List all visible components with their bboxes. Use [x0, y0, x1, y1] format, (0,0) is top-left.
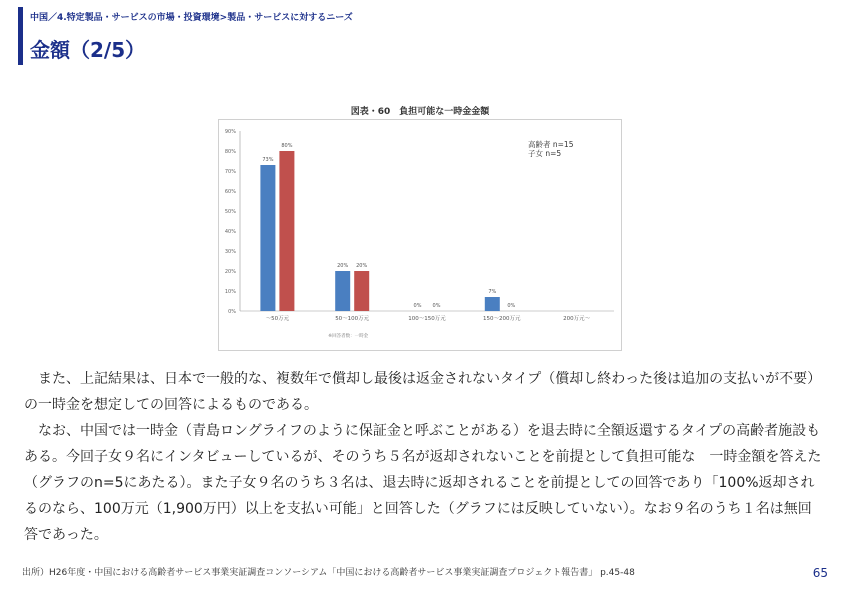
body-paragraph-2: なお、中国では一時金（青島ロングライフのように保証金と呼ぶことがある）を退去時に全額返還するタイプの高齢者施設もある。今回子女９名にインタビューしているが、そのうち５名が返却されないことを前提として負担可能な 一時金額を答えた（グラフのn=5にあたる）。また子女９名のうち３名は、退去時に返却されることを前提としての回答であり「100%返却されるのなら、100万元（1,900万円）以上を支払い可能」と回答した（グラフには反映していない）。なお９名のうち１名は無回答であった。	[24, 423, 822, 543]
bar-elderly	[335, 271, 350, 311]
x-tick-label: 150～200万元	[483, 316, 521, 322]
body-text	[24, 366, 824, 548]
data-label: 80%	[281, 143, 293, 149]
y-tick-label: 10%	[224, 289, 236, 295]
body-paragraph-1: また、上記結果は、日本で一般的な、複数年で償却し最後は返金されないタイプ（償却し終わった後は追加の支払いが不要）の一時金を想定しての回答によるものである。	[24, 371, 822, 413]
bar-elderly	[260, 165, 275, 311]
source-note: 出所）H26年度・中国における高齢者サービス事業実証調査コンソーシアム「中国における高齢者サービス事業実証調査プロジェクト報告書」 p.45-48	[22, 568, 635, 578]
data-label: 20%	[356, 263, 368, 269]
legend-entry: 子女 n=5	[528, 149, 562, 158]
y-tick-label: 50%	[224, 209, 236, 215]
legend-entry: 高齢者 n=15	[528, 140, 574, 149]
y-tick-label: 0%	[228, 309, 236, 315]
y-tick-label: 90%	[224, 129, 236, 135]
bar-elderly	[485, 297, 500, 311]
x-tick-label: 50～100万元	[335, 316, 370, 322]
y-tick-label: 20%	[224, 269, 236, 275]
x-tick-label: 200万元～	[563, 316, 591, 322]
page-title: 金額（2/5）	[30, 38, 146, 62]
y-tick-label: 60%	[224, 189, 236, 195]
data-label: 73%	[262, 157, 274, 163]
y-tick-label: 70%	[224, 169, 236, 175]
data-label: 20%	[337, 263, 349, 269]
x-axis-note: ※回答者数：一時金	[328, 334, 369, 339]
bar-chart	[218, 119, 622, 351]
page-number: 65	[812, 566, 828, 580]
bar-child	[354, 271, 369, 311]
chart-title: 図表・60 負担可能な一時金金額	[350, 107, 490, 117]
breadcrumb: 中国／4.特定製品・サービスの市場・投資環境>製品・サービスに対するニーズ	[30, 13, 353, 23]
data-label: 7%	[488, 289, 497, 295]
bar-child	[279, 151, 294, 311]
y-tick-label: 80%	[224, 149, 236, 155]
title-accent-bar	[18, 7, 23, 65]
data-label: 0%	[432, 303, 441, 309]
x-tick-label: 100～150万元	[408, 316, 446, 322]
y-tick-label: 40%	[224, 229, 236, 235]
x-tick-label: ～50万元	[265, 316, 290, 322]
data-label: 0%	[413, 303, 422, 309]
y-tick-label: 30%	[224, 249, 236, 255]
data-label: 0%	[507, 303, 516, 309]
